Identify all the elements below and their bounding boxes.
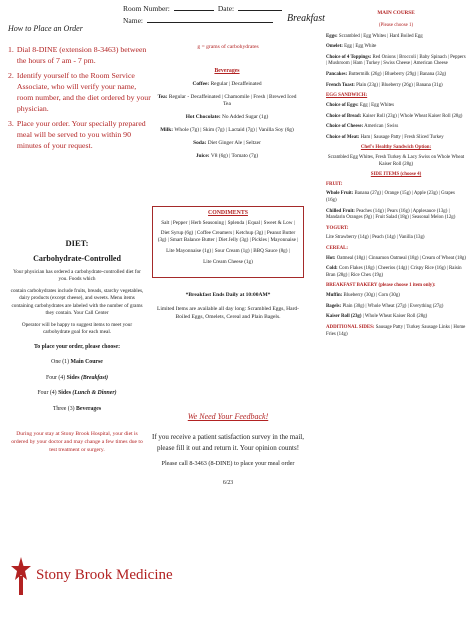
beverage-name: Tea: (157, 93, 168, 100)
beverages-section (157, 68, 297, 166)
item-desc: Egg | Egg White (344, 44, 377, 50)
order-steps (8, 44, 153, 155)
beverage-desc: No Added Sugar (1g) (221, 113, 269, 120)
item-name: Hot: (326, 255, 336, 261)
menu-item (326, 314, 466, 321)
bakery-title: BREAKFAST BAKERY (please choose 1 item only): (326, 283, 436, 289)
beverage-item (157, 140, 297, 147)
diet-notice: During your stay at Stony Brook Hospital, your diet is ordered by your doctor and may change a few times due to test treatment or surgery. (11, 431, 143, 453)
menu-item (326, 114, 466, 121)
item-desc: Corn Flakes (18g) | Cheerios (14g) | Crispy Rice (16g) | Raisin Bran (28g) | Rice Chex (19g) (326, 266, 462, 278)
beverage-desc: Regular | Decaffeinated (210, 80, 262, 87)
choice-note: (Lunch & Dinner) (72, 390, 117, 397)
meal-title: Breakfast (287, 13, 325, 24)
item-name: Eggs: (326, 33, 338, 39)
item-desc: Banana (27g) | Orange (15g) | Apple (23g) | Grapes (16g) (326, 191, 455, 203)
step-text: Dial 8-DINE (extension 8-3463) between the hours of 7 am - 7 pm. (16, 45, 147, 66)
item-name: Pancakes: (326, 72, 348, 78)
menu-item (326, 34, 466, 41)
item-desc: Plain (30g) | Whole Wheat (27g) | Everything (27g) (342, 303, 444, 309)
choice-qty: Four (4) (45, 374, 66, 381)
beverage-item (157, 114, 297, 121)
menu-item (326, 72, 466, 79)
how-to-order-title: How to Place an Order (8, 24, 83, 33)
beverage-desc: Regular - Decaffeinated | Chamomile | Fresh | Brewed Iced Tea (168, 93, 297, 107)
diet-section (8, 238, 146, 455)
item-desc: Kaiser Roll (23g) | Whole Wheat Kaiser Roll (28g) (362, 113, 463, 119)
menu-item (326, 124, 466, 131)
step-number: 3. (8, 118, 14, 128)
item-desc: Peaches (14g) | Pears (16g) | Applesauce (13g) | Mandarin Oranges (9g) | Fruit Salad (18g) | Seasonal Melon (12g) (326, 208, 456, 221)
choice-name: Sides (58, 390, 71, 397)
item-name: Choice of Cheese: (326, 124, 364, 130)
diet-name: Carbohydrate-Controlled (33, 254, 121, 264)
condiments-title: CONDIMENTS (208, 210, 248, 216)
beverage-item (157, 81, 297, 88)
item-desc: Red Onions | Broccoli | Baby Spinach | Peppers | Mushroom | Ham | Turkey | Swiss Cheese | American Cheese (326, 54, 466, 67)
choice-item (8, 390, 146, 398)
diet-paragraph: Operator will be happy to suggest items to meet your carbohydrate goal for each meal. (21, 321, 133, 335)
date-label: Date: (217, 4, 235, 13)
choice-item (8, 406, 146, 414)
name-label: Name: (123, 15, 143, 25)
beverage-item (157, 94, 297, 108)
menu-item (326, 266, 466, 279)
date-field[interactable] (238, 4, 282, 11)
choice-qty: Three (3) (52, 405, 75, 412)
beverage-name: Soda: (193, 139, 207, 146)
choice-qty: Four (4) (37, 390, 57, 397)
room-number-field[interactable] (174, 4, 214, 11)
menu-item (326, 44, 466, 51)
menu-item (326, 209, 466, 222)
main-course-column (326, 10, 466, 342)
chef-option-desc: Scrambled Egg Whites, Fresh Turkey & Lacy Swiss on Whole Wheat Kaiser Roll (28g) (327, 154, 465, 167)
item-desc: Oatmeal (18g) | Cinnamon Oatmeal (18g) | Cream of Wheat (18g) (336, 255, 467, 261)
additional-sides-desc: Sausage Patty | Turkey Sausage Links | Home Fries (14g) (326, 324, 466, 337)
condiments-line: Lite Cream Cheese (1g) (203, 258, 253, 265)
additional-sides (326, 325, 466, 338)
grams-note: g = grams of carbohydrates (197, 44, 259, 50)
step-number: 2. (8, 70, 14, 80)
condiments-line: Salt | Pepper | Herb Seasoning | Splenda | Equal | Sweet & Low | (161, 219, 295, 226)
menu-item (326, 103, 466, 110)
step-text: Place your order. Your specially prepared meal will be served to you within 90 minutes of your request. (16, 118, 146, 151)
order-step (8, 118, 153, 152)
order-step (8, 70, 153, 115)
item-name: Kaiser Roll (23g) (326, 314, 362, 320)
step-text: Identify yourself to the Room Service Associate, who will verify your name, room number, and the diet ordered by your physician. (16, 70, 151, 114)
breakfast-hours (152, 292, 304, 322)
item-desc: Blueberry (30g) | Corn (30g) (343, 293, 400, 299)
beverage-item (157, 127, 297, 134)
menu-item (326, 135, 466, 142)
beverage-desc: Diet Ginger Ale | Seltzer (207, 139, 261, 146)
item-desc: Egg | Egg Whites (359, 102, 395, 108)
item-name: French Toast: (326, 82, 355, 88)
item-name: Muffin: (326, 293, 343, 299)
item-name: Omelet: (326, 44, 343, 50)
condiments-box (152, 206, 304, 278)
item-name: Choice of Meat: (326, 134, 360, 140)
item-name: Cold: (326, 266, 338, 272)
beverage-name: Juice: (195, 152, 210, 159)
beverage-desc: V8 (6g) | Tomato (7g) (210, 152, 259, 159)
beverage-item (157, 153, 297, 160)
diet-paragraph: contain carbohydrates include fruits, breads, starchy vegetables, dairy products (except cheese), and sweets. Menu items containing carbohydrates are labeled with the number of grams they contain. Your Call Center (10, 288, 144, 316)
stony-brook-logo (10, 556, 173, 596)
item-desc: Plain (23g) | Blueberry (26g) | Banana (31g) (356, 82, 443, 88)
menu-item (326, 293, 466, 300)
name-field[interactable] (147, 16, 273, 23)
feedback-title: We Need Your Feedback! (187, 412, 269, 421)
item-desc: Ham | Sausage Patty | Fresh Sliced Turkey (360, 134, 444, 140)
additional-sides-label: ADDITIONAL SIDES: (326, 324, 375, 330)
egg-sandwich-title: EGG SANDWICH: (326, 93, 368, 99)
choice-qty: One (1) (51, 359, 70, 366)
limited-items-text: Limited Items are available all day long: Scrambled Eggs, Hard-Boiled Eggs, Omelets, Cereal and Plain Bagels. (156, 306, 300, 321)
main-course-title: MAIN COURSE (377, 10, 415, 16)
menu-date: 6/23 (222, 480, 234, 487)
call-to-order: Please call 8-3463 (8-DINE) to place your meal order (161, 460, 295, 468)
shield-icon (10, 556, 32, 596)
menu-item (326, 55, 466, 68)
choice-item (8, 359, 146, 367)
choice-name: Main Course (70, 359, 103, 366)
logo-text: Stony Brook Medicine (36, 567, 173, 584)
choice-name: Beverages (76, 405, 102, 412)
diet-title: DIET: (65, 238, 89, 248)
item-name: Whole Fruit: (326, 191, 354, 197)
order-prompt: To place your order, please choose: (33, 343, 121, 350)
menu-item (326, 304, 466, 311)
feedback-section (152, 412, 304, 488)
diet-paragraph: Your physician has ordered a carbohydrate-controlled diet for you. Foods which (13, 269, 141, 283)
condiments-line: Diet Syrup (6g) | Coffee Creamers | Ketchup (3g) | Peanut Butter (3g) | Smart Balance Butter | Diet Jelly (3g) | Pickles | Mayonnaise | (157, 230, 299, 244)
choice-note: (Breakfast) (80, 374, 109, 381)
item-desc: Buttermilk (26g) | Blueberry (29g) | Banana (32g) (348, 72, 447, 78)
order-step (8, 44, 153, 67)
item-desc: Scrambled | Egg Whites | Hard Boiled Egg (338, 33, 423, 39)
item-desc: American | Swiss (364, 124, 399, 130)
step-number: 1. (8, 45, 14, 54)
item-name: Choice of Eggs: (326, 102, 359, 108)
choice-item (8, 375, 146, 383)
yogurt-label: YOGURT: (326, 225, 349, 231)
menu-item (326, 256, 466, 263)
item-name: Choice of 4 Toppings: (326, 54, 372, 60)
room-number-label: Room Number: (123, 4, 170, 13)
item-desc: | Whole Wheat Kaiser Roll (28g) (362, 314, 428, 320)
beverage-name: Hot Chocolate: (185, 113, 221, 120)
condiments-line: Lite Mayonnaise (1g) | Sour Cream (1g) | BBQ Sauce (8g) | (166, 247, 290, 254)
menu-item (326, 191, 466, 204)
yogurt-items: Lite Strawberry (14g) | Peach (14g) | Vanilla (13g) (326, 235, 425, 241)
beverage-name: Coffee: (192, 80, 210, 87)
item-name: Chilled Fruit: (326, 208, 355, 214)
side-items-title: SIDE ITEMS (choose 4) (370, 172, 422, 178)
fruit-label: FRUIT: (326, 181, 343, 187)
patient-info-header (123, 4, 288, 26)
beverages-title: Beverages (214, 68, 240, 74)
beverage-desc: Whole (7g) | Skim (7g) | Lactaid (7g) | Vanilla Soy (6g) (174, 126, 294, 133)
beverage-name: Milk: (160, 126, 174, 133)
cereal-label: CEREAL: (326, 246, 349, 252)
please-choose-note: (Please choose 1) (378, 23, 414, 29)
menu-item (326, 83, 466, 90)
item-name: Bagels: (326, 303, 342, 309)
feedback-text: If you receive a patient satisfaction survey in the mail, please fill it out and return it. Your opinion counts! (152, 433, 305, 453)
item-name: Choice of Bread: (326, 113, 362, 119)
choice-name: Sides (66, 374, 80, 381)
chef-option-title: Chef's Healthy Sandwich Option: (360, 145, 432, 151)
breakfast-ends-text: *Breakfast Ends Daily at 10:00AM* (185, 292, 271, 298)
